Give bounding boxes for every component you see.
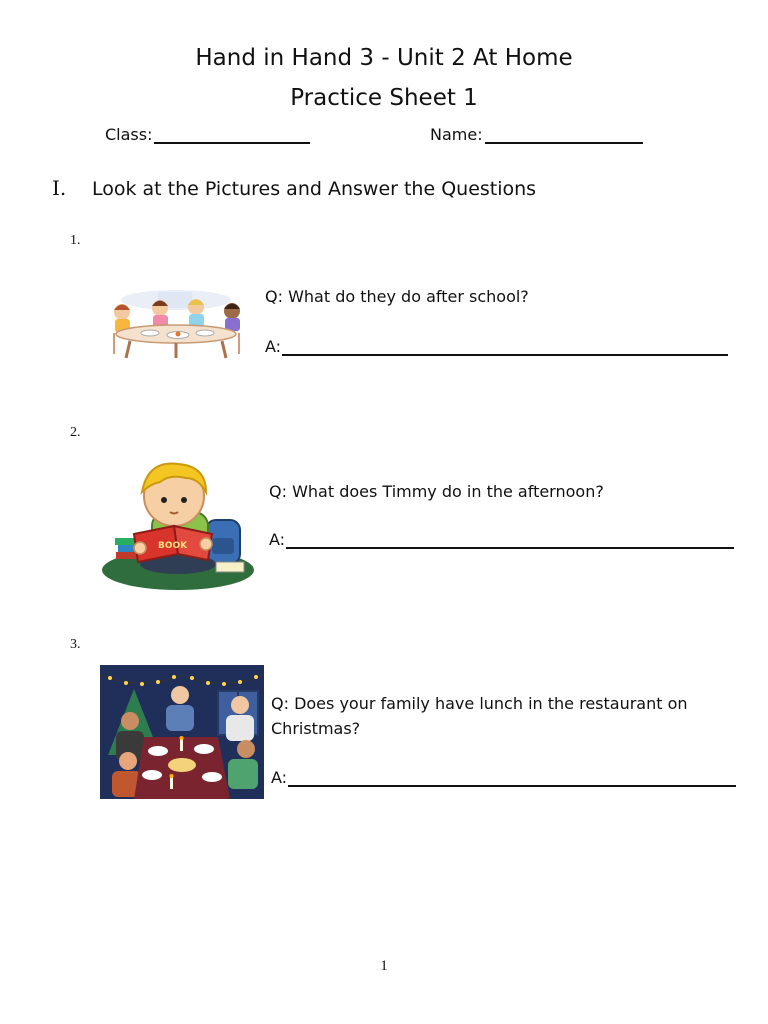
question-text: Q: What does Timmy do in the afternoon? — [269, 482, 604, 501]
answer-blank-line[interactable] — [288, 769, 736, 787]
children-eating-icon — [108, 288, 243, 360]
class-field — [105, 125, 310, 144]
question-text: Q: What do they do after school? — [265, 287, 529, 306]
answer-label: A: — [269, 530, 286, 549]
answer-blank-line[interactable] — [282, 338, 728, 356]
class-blank-line[interactable] — [154, 126, 310, 144]
section-heading-text: Look at the Pictures and Answer the Questions — [92, 178, 537, 200]
section-heading — [52, 176, 536, 200]
book-cover-text: BOOK — [158, 541, 188, 551]
answer-field — [271, 768, 736, 787]
answer-blank-line[interactable] — [286, 531, 734, 549]
worksheet-title: Hand in Hand 3 - Unit 2 At Home — [195, 45, 573, 71]
answer-label: A: — [271, 768, 288, 787]
question-text: Q: Does your family have lunch in the restaurant on Christmas? — [271, 694, 688, 738]
worksheet-subtitle: Practice Sheet 1 — [290, 85, 478, 111]
page-number: 1 — [380, 958, 388, 974]
class-label: Class: — [105, 125, 153, 144]
question-number: 2. — [70, 425, 81, 440]
boy-reading-book-icon — [100, 456, 256, 592]
name-label: Name: — [430, 125, 483, 144]
answer-field — [265, 337, 728, 356]
question-number: 1. — [70, 233, 81, 248]
answer-field — [269, 530, 734, 549]
question-number: 3. — [70, 637, 81, 652]
answer-label: A: — [265, 337, 282, 356]
name-blank-line[interactable] — [485, 126, 643, 144]
section-numeral: I. — [52, 176, 67, 200]
family-christmas-dinner-icon — [100, 665, 264, 799]
name-field — [430, 125, 643, 144]
